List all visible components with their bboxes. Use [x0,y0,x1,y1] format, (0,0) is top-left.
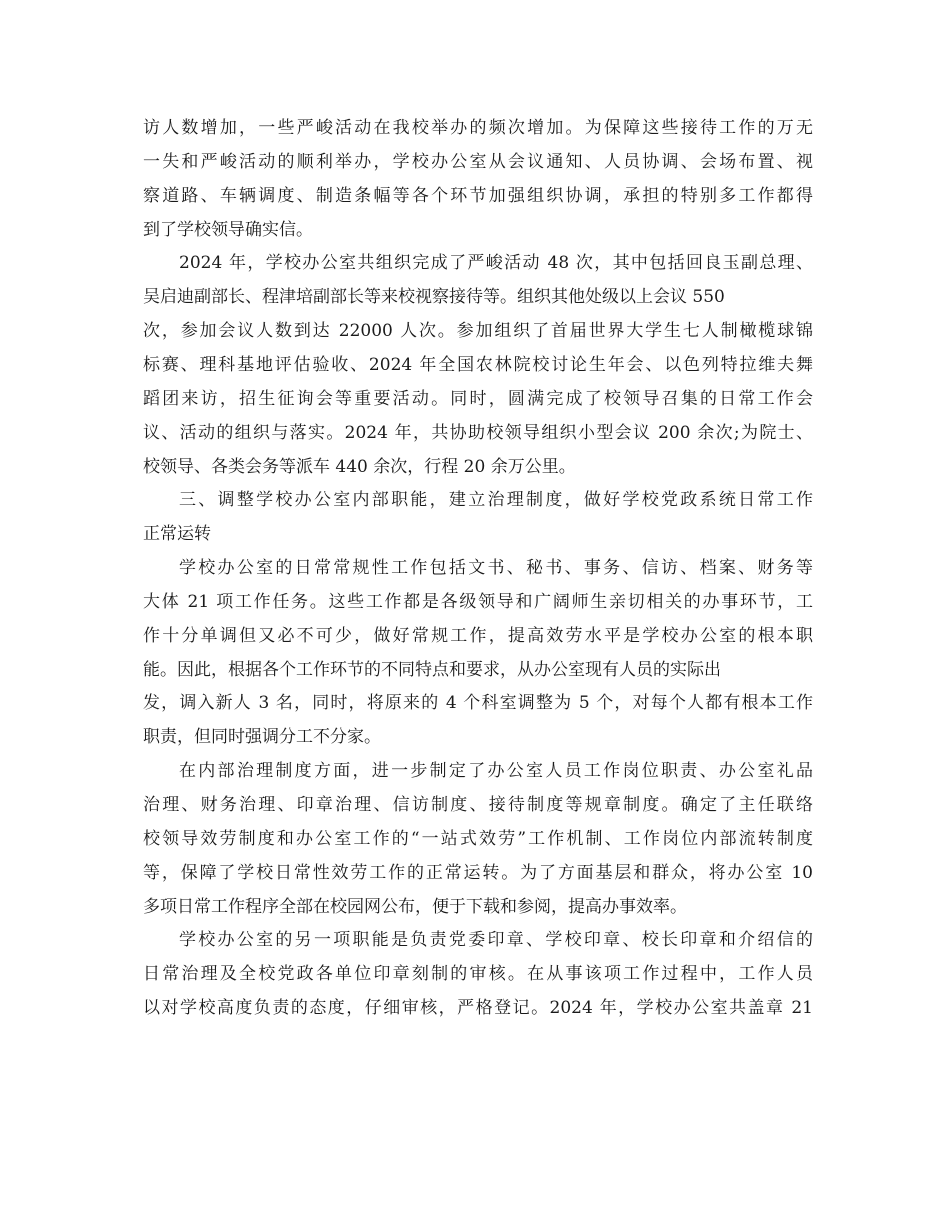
text-line: 蹈团来访，招生征询会等重要活动。同时，圆满完成了校领导召集的日常工作会 [143,388,813,409]
text-line: 等，保障了学校日常性效劳工作的正常运转。为了方面基层和群众，将办公室 10 [143,862,813,883]
text-line: 多项日常工作程序全部在校园网公布，便于下载和参阅，提高办事效率。 [143,896,687,917]
text-line: 吴启迪副部长、程津培副部长等来校视察接待等。组织其他处级以上会议 550 [143,287,725,308]
text-line: 大体 21 项工作任务。这些工作都是各级领导和广阔师生亲切相关的办事环节，工 [143,591,813,612]
text-line: 2024 年，学校办公室共组织完成了严峻活动 48 次，其中包括回良玉副总理、 [179,253,813,274]
text-line: 作十分单调但又必不可少，做好常规工作，提高效劳水平是学校办公室的根本职 [143,625,813,646]
text-line: 正常运转 [143,524,211,545]
text-line: 能。因此，根据各个工作环节的不同特点和要求，从办公室现有人员的实际出 [143,659,721,680]
text-line: 校领导、各类会务等派车 440 余次，行程 20 余万公里。 [143,456,576,477]
text-line: 次，参加会议人数到达 22000 人次。参加组织了首届世界大学生七人制橄榄球锦 [143,321,813,342]
text-line: 议、活动的组织与落实。2024 年，共协助校领导组织小型会议 200 余次;为院士、 [143,422,813,443]
text-line: 以对学校高度负责的态度，仔细审核，严格登记。2024 年，学校办公室共盖章 21 [143,998,813,1019]
text-line: 察道路、车辆调度、制造条幅等各个环节加强组织协调，承担的特别多工作都得 [143,185,813,206]
text-line: 一失和严峻活动的顺利举办，学校办公室从会议通知、人员协调、会场布置、视 [143,151,813,172]
text-line: 职责，但同时强调分工不分家。 [143,727,381,748]
text-line: 学校办公室的日常常规性工作包括文书、秘书、事务、信访、档案、财务等 [179,558,813,579]
text-line: 校领导效劳制度和办公室工作的“一站式效劳”工作机制、工作岗位内部流转制度 [143,828,813,849]
text-line: 标赛、理科基地评估验收、2024 年全国农林院校讨论生年会、以色列特拉维夫舞 [143,354,813,375]
text-line: 发，调入新人 3 名，同时，将原来的 4 个科室调整为 5 个，对每个人都有根本工作 [143,693,813,714]
text-line: 治理、财务治理、印章治理、信访制度、接待制度等规章制度。确定了主任联络 [143,795,813,815]
text-line: 三、调整学校办公室内部职能，建立治理制度，做好学校党政系统日常工作 [179,490,813,511]
text-line: 到了学校领导确实信。 [143,219,313,240]
text-line: 学校办公室的另一项职能是负责党委印章、学校印章、校长印章和介绍信的 [179,930,813,951]
text-line: 在内部治理制度方面，进一步制定了办公室人员工作岗位职责、办公室礼品 [179,761,813,782]
text-line: 日常治理及全校党政各单位印章刻制的审核。在从事该项工作过程中，工作人员 [143,964,813,985]
text-line: 访人数增加，一些严峻活动在我校举办的频次增加。为保障这些接待工作的万无 [143,118,813,138]
